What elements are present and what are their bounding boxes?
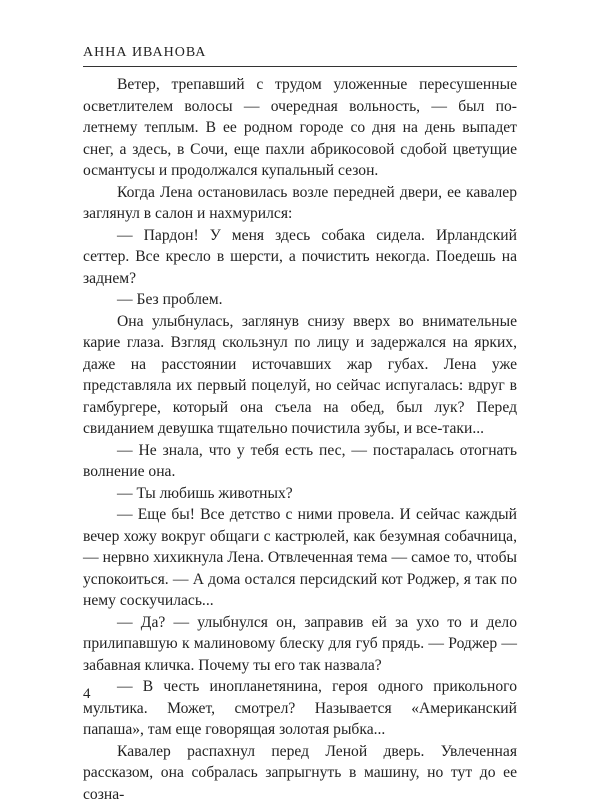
running-head-author: АННА ИВАНОВА xyxy=(83,45,206,61)
paragraph: — В честь инопланетянина, героя одного прикольного мультика. Может, смотрел? Называется «Американский папаша», там еще говорящая золотая рыбка... xyxy=(83,676,517,741)
paragraph: — Не знала, что у тебя есть пес, — постаралась отогнать волнение она. xyxy=(83,440,517,483)
body-text xyxy=(83,74,517,805)
paragraph: — Ты любишь животных? xyxy=(83,483,517,505)
paragraph: — Еще бы! Все детство с ними провела. И сейчас каждый вечер хожу вокруг общаги с кастрюлей, как безумная собачница, — нервно хихикнула Лена. Отвлеченная тема — самое то, чтобы успокоиться. — А дома остался персидский кот Роджер, я так по нему соскучилась... xyxy=(83,504,517,612)
paragraph: Она улыбнулась, заглянув снизу вверх во внимательные карие глаза. Взгляд скользнул по лицу и задержался на ярких, даже на расстоянии источавших жар губах. Лена уже представляла их первый поцелуй, но сейчас испугалась: вдруг в гамбургере, который она съела на обед, был лук? Перед свиданием девушка тщательно почистила зубы, и все-таки... xyxy=(83,311,517,440)
header-rule xyxy=(83,66,517,67)
paragraph: Когда Лена остановилась возле передней двери, ее кавалер заглянул в салон и нахмурился: xyxy=(83,182,517,225)
page-number: 4 xyxy=(83,686,91,703)
paragraph: Ветер, трепавший с трудом уложенные пересушенные осветлителем волосы — очередная вольность, — был по-летнему теплым. В ее родном городе со дня на день выпадет снег, а здесь, в Сочи, еще пахли абрикосовой сдобой цветущие османтусы и продолжался купальный сезон. xyxy=(83,74,517,182)
paragraph: — Пардон! У меня здесь собака сидела. Ирландский сеттер. Все кресло в шерсти, а почистить некогда. Поедешь на заднем? xyxy=(83,225,517,290)
paragraph: Кавалер распахнул перед Леной дверь. Увлеченная рассказом, она собралась запрыгнуть в машину, но тут до ее созна- xyxy=(83,741,517,805)
paragraph: — Да? — улыбнулся он, заправив ей за ухо то и дело прилипавшую к малиновому блеску для губ прядь. — Роджер — забавная кличка. Почему ты его так назвала? xyxy=(83,612,517,677)
paragraph: — Без проблем. xyxy=(83,289,517,311)
